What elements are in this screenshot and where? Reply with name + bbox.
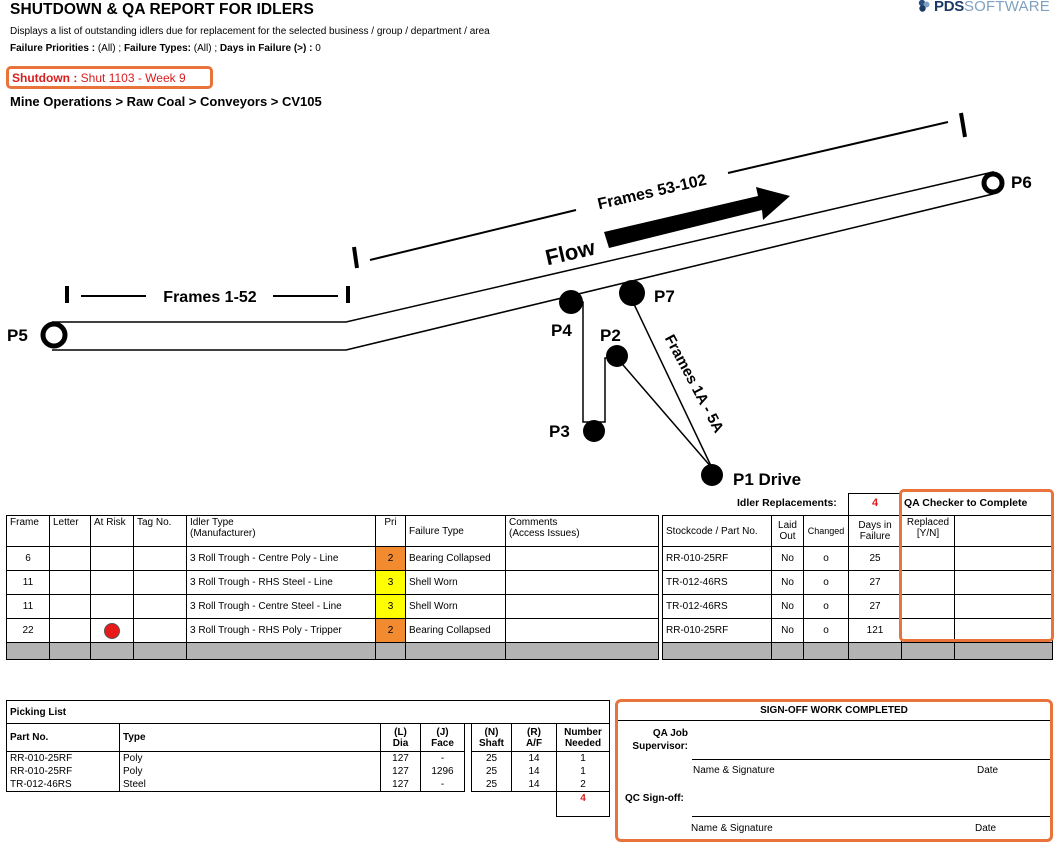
shutdown-label: Shutdown : — [12, 71, 78, 85]
col-at-risk: At Risk — [91, 516, 134, 547]
pulley-p3 — [583, 420, 605, 442]
priorities-label: Failure Priorities : — [10, 43, 96, 54]
pds-logo — [917, 0, 1050, 14]
qa-checker-title: QA Checker to Complete — [904, 497, 1028, 509]
col-shaft: (N) Shaft — [472, 724, 512, 752]
table-row: TR-012-46RS No o 27 — [663, 571, 1053, 595]
pulley-p4 — [559, 290, 583, 314]
table-row: RR-010-25RF No o 25 — [663, 547, 1053, 571]
days-label: Days in Failure (>) : — [219, 43, 313, 54]
col-letter: Letter — [50, 516, 91, 547]
picking-list-title: Picking List — [7, 701, 610, 724]
frames-53-102-label: Frames 53-102 — [596, 171, 709, 214]
col-tag: Tag No. — [134, 516, 187, 547]
signoff-title: SIGN-OFF WORK COMPLETED — [618, 702, 1050, 721]
col-failure-type: Failure Type — [406, 516, 506, 547]
col-needed: Number Needed — [557, 724, 610, 752]
priority-badge: 3 — [376, 595, 406, 619]
changed-checkbox[interactable]: o — [804, 619, 849, 643]
list-item: RR-010-25RF Poly 127 1296 25 14 1 — [7, 765, 610, 778]
breadcrumb: Mine Operations > Raw Coal > Conveyors > CV105 — [10, 94, 322, 109]
shutdown-value: Shut 1103 - Week 9 — [80, 71, 186, 85]
pulley-p5 — [43, 324, 65, 346]
priority-badge: 2 — [376, 547, 406, 571]
qa-job-supervisor-label: QA Job Supervisor: — [632, 728, 688, 752]
label-p7: P7 — [654, 287, 675, 306]
label-p1-drive: P1 Drive — [733, 470, 802, 489]
qc-signature-line[interactable] — [692, 816, 1050, 817]
table-row: 11 3 Roll Trough - RHS Steel - Line 3 Shell Worn — [7, 571, 659, 595]
belt-main — [52, 172, 993, 350]
label-p2: P2 — [600, 326, 621, 345]
col-days-in-failure: Days in Failure — [849, 516, 902, 547]
days-value: 0 — [315, 43, 321, 54]
list-item: TR-012-46RS Steel 127 - 25 14 2 — [7, 778, 610, 792]
priority-badge: 3 — [376, 571, 406, 595]
changed-checkbox[interactable]: o — [804, 571, 849, 595]
qa-signature-line[interactable] — [692, 759, 1050, 760]
col-changed: Changed — [804, 516, 849, 547]
table-row: 6 3 Roll Trough - Centre Poly - Line 2 Bearing Collapsed — [7, 547, 659, 571]
report-description: Displays a list of outstanding idlers due for replacement for the selected business / group / department / area — [10, 26, 490, 37]
col-frame: Frame — [7, 516, 50, 547]
changed-checkbox[interactable]: o — [804, 547, 849, 571]
col-idler-type: Idler Type (Manufacturer) — [187, 516, 376, 547]
col-part-no: Part No. — [7, 724, 120, 752]
table-row: 11 3 Roll Trough - Centre Steel - Line 3 Shell Worn — [7, 595, 659, 619]
idler-table — [6, 515, 659, 660]
label-p3: P3 — [549, 422, 570, 441]
filter-summary — [10, 43, 321, 54]
priorities-value: (All) ; — [97, 43, 122, 54]
qa-name-signature-label: Name & Signature — [693, 765, 775, 776]
qa-date-label: Date — [977, 765, 999, 776]
picking-list-table — [6, 700, 610, 817]
col-type: Type — [120, 724, 381, 752]
table-row: RR-010-25RF No o 121 — [663, 619, 1053, 643]
idler-replacements-count: 4 — [848, 493, 902, 515]
pulley-p2 — [606, 345, 628, 367]
col-face: (J) Face — [421, 724, 465, 752]
types-label: Failure Types: — [123, 43, 191, 54]
signoff-box — [615, 699, 1053, 842]
col-comments: Comments (Access Issues) — [506, 516, 659, 547]
pds-logo-icon — [917, 0, 931, 13]
types-value: (All) ; — [193, 43, 218, 54]
idler-replacements-label: Idler Replacements: — [737, 497, 837, 509]
qc-date-label: Date — [975, 823, 997, 834]
col-stockcode: Stockcode / Part No. — [663, 516, 772, 547]
logo-pds-text: PDS — [934, 0, 964, 15]
table-row: 22 3 Roll Trough - RHS Poly - Tripper 2 Bearing Collapsed — [7, 619, 659, 643]
pulley-p6 — [984, 174, 1002, 192]
label-p5: P5 — [7, 326, 28, 345]
label-p6: P6 — [1011, 173, 1032, 192]
pulley-p1 — [701, 464, 723, 486]
col-dia: (L) Dia — [381, 724, 421, 752]
col-replaced: Replaced [Y/N] — [902, 516, 955, 547]
priority-badge: 2 — [376, 619, 406, 643]
qc-name-signature-label: Name & Signature — [691, 823, 773, 834]
col-laid-out: Laid Out — [772, 516, 804, 547]
list-item: RR-010-25RF Poly 127 - 25 14 1 — [7, 752, 610, 766]
qc-signoff-label: QC Sign-off: — [625, 793, 684, 804]
table-row: TR-012-46RS No o 27 — [663, 595, 1053, 619]
pulley-p7 — [619, 280, 645, 306]
frames-1-52-label: Frames 1-52 — [163, 289, 257, 306]
shutdown-badge — [6, 66, 213, 89]
frames-1a-5a-label: Frames 1A - 5A — [660, 331, 727, 436]
conveyor-diagram — [0, 110, 1058, 495]
col-pri: Pri — [376, 516, 406, 547]
flow-label: Flow — [542, 234, 598, 271]
at-risk-icon — [104, 623, 120, 639]
report-title: SHUTDOWN & QA REPORT FOR IDLERS — [10, 1, 314, 18]
col-af: (R) A/F — [512, 724, 557, 752]
changed-checkbox[interactable]: o — [804, 595, 849, 619]
picking-total: 4 — [557, 792, 610, 817]
logo-software-text: SOFTWARE — [963, 0, 1050, 15]
label-p4: P4 — [551, 321, 572, 340]
qa-checker-box — [899, 489, 1054, 642]
